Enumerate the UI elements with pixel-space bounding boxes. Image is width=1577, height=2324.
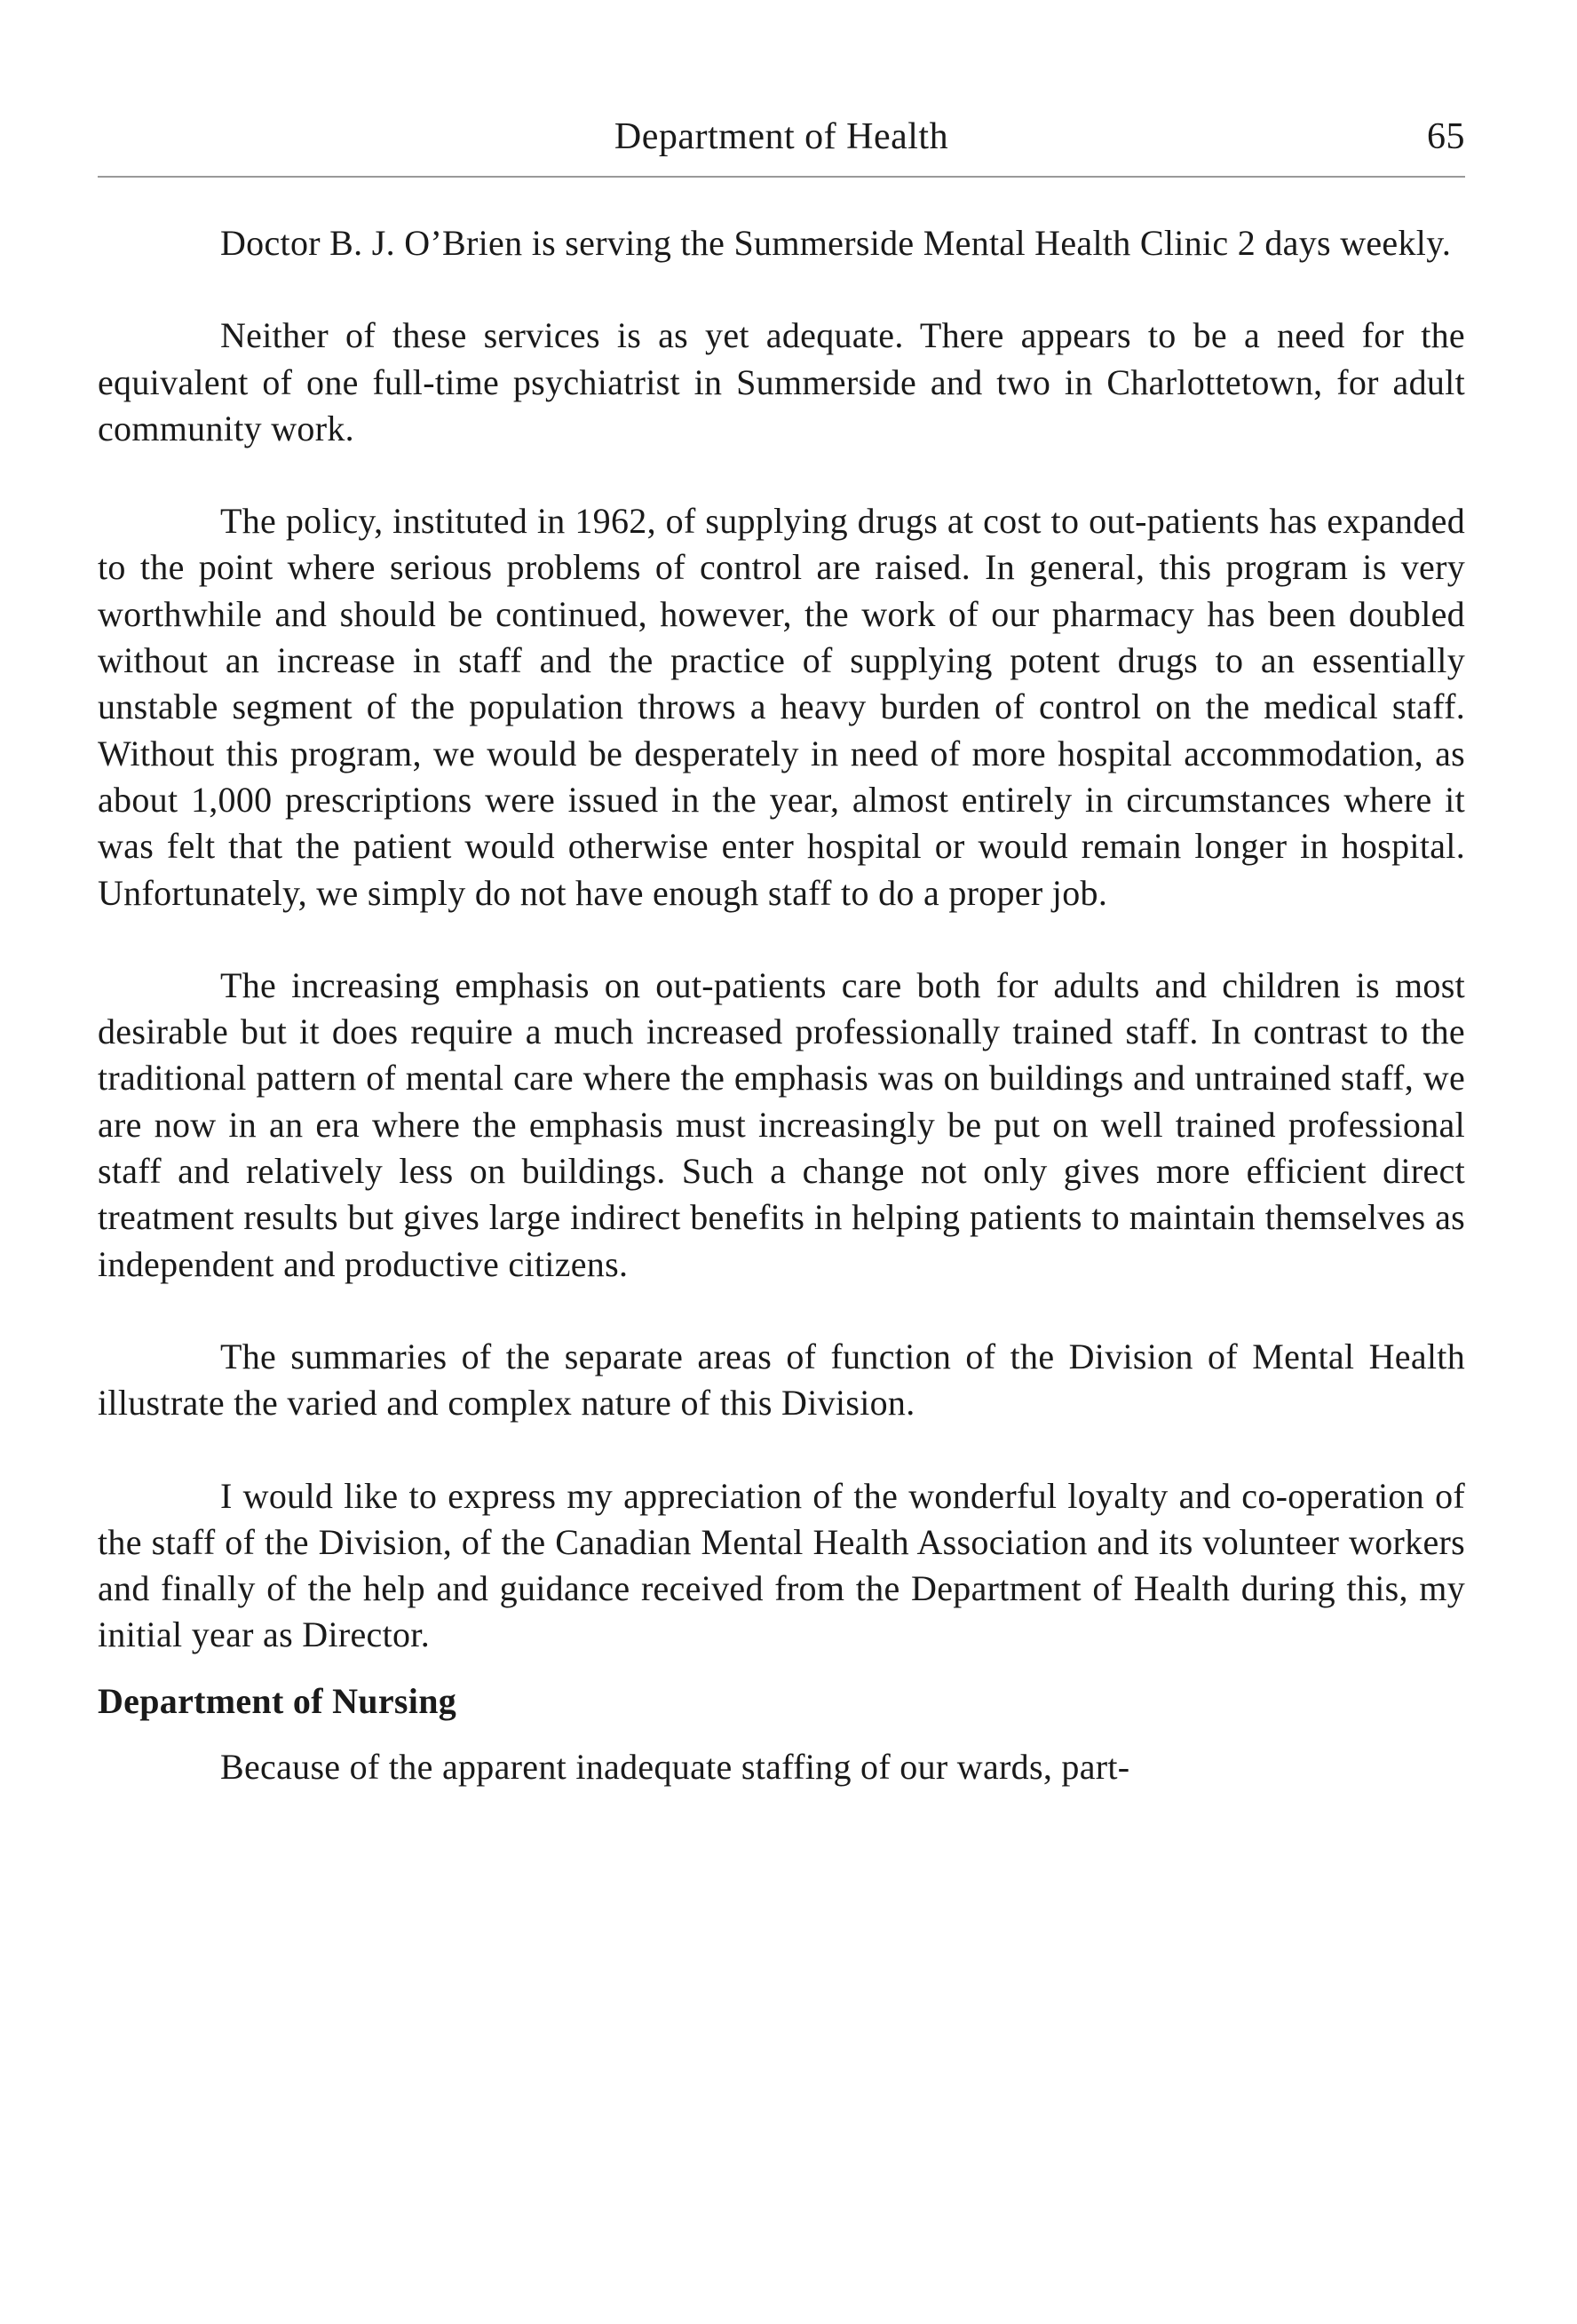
paragraph-nursing-start: Because of the apparent inadequate staffing of our wards, part- bbox=[220, 1746, 1130, 1787]
paragraph-services: Neither of these services is as yet adequate. There appears to be a need for the equivalent of one full-time psychiatrist in Summerside and two in Charlottetown, for adult community work. bbox=[98, 315, 1465, 448]
running-header bbox=[98, 107, 1465, 169]
paragraph-drug-policy: The policy, instituted in 1962, of supplying drugs at cost to out-patients has expanded to the point where serious problems of control are raised. In general, this program is very worthwhile and should be continued, however, the work of our pharmacy has been doubled without an increase in staff and the practice of supplying potent drugs to an essentially unstable segment of the population throws a heavy burden of control on the medical staff. Without this program, we would be desperately in need of more hospital accommodation, as about 1,000 prescriptions were issued in the year, almost entirely in circumstances where it was felt that the patient would otherwise enter hospital or would remain longer in hospital. Unfortunately, we simply do not have enough staff to do a proper job. bbox=[98, 501, 1465, 913]
paragraph-out-patients: The increasing emphasis on out-patients care both for adults and children is most desirable but it does require a much increased professionally trained staff. In contrast to the traditional pattern of mental care where the emphasis was on buildings and untrained staff, we are now in an era where the emphasis must increasingly be put on well trained professional staff and relatively less on buildings. Such a change not only gives more efficient direct treatment results but gives large indirect benefits in helping patients to maintain themselves as independent and productive citizens. bbox=[98, 964, 1465, 1284]
paragraph-obrien: Doctor B. J. O’Brien is serving the Summerside Mental Health Clinic 2 days weekly. bbox=[220, 223, 1452, 263]
running-header-title: Department of Health bbox=[614, 116, 949, 157]
section-heading-nursing: Department of Nursing bbox=[98, 1680, 457, 1721]
page-number: 65 bbox=[1427, 116, 1465, 157]
document-page bbox=[98, 107, 1465, 1836]
body-text bbox=[98, 220, 1465, 1790]
paragraph-summaries: The summaries of the separate areas of function of the Division of Mental Health illustrate the varied and complex nature of this Division. bbox=[98, 1336, 1465, 1424]
header-rule bbox=[98, 176, 1465, 178]
paragraph-appreciation: I would like to express my appreciation of the wonderful loyalty and co-operation of the staff of the Division, of the Canadian Mental Health Association and its volunteer workers and finally of the help and guidance received from the Department of Health during this, my initial year as Director. bbox=[98, 1475, 1465, 1655]
